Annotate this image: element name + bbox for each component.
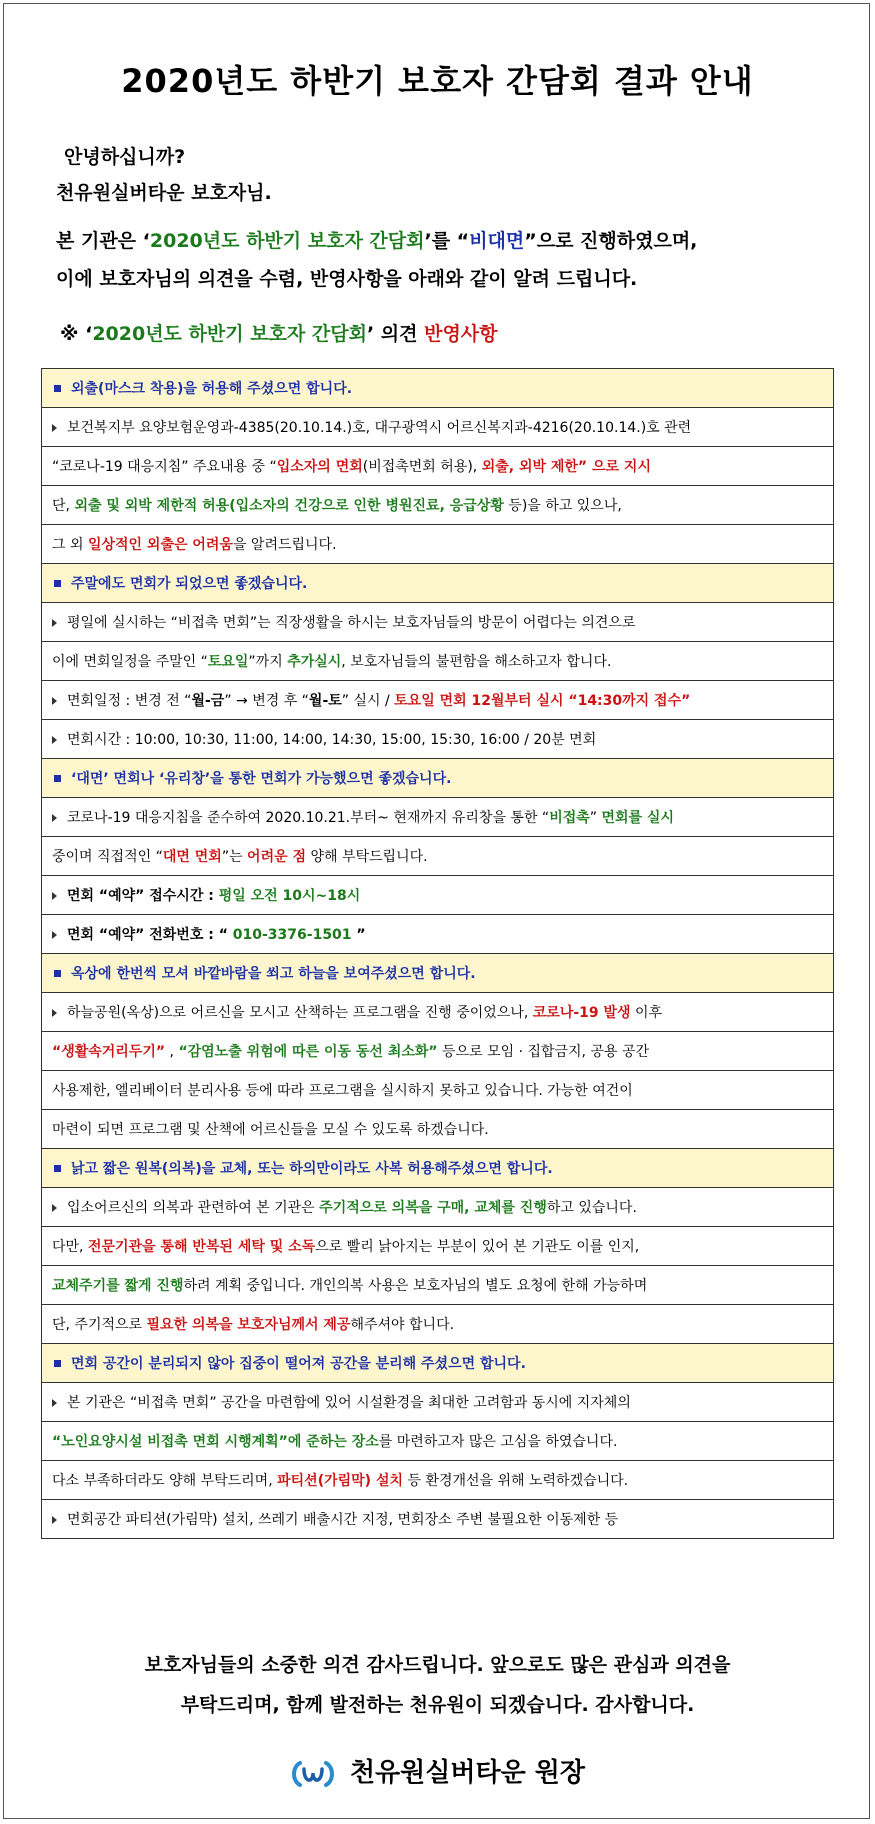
table-row [42, 1422, 834, 1461]
closing-line-2: 부탁드리며, 함께 발전하는 천유원이 되겠습니다. 감사합니다. [180, 1694, 695, 1716]
table-row [42, 993, 834, 1032]
square-bullet-icon [54, 775, 61, 782]
table-cell: 코로나-19 대응지침을 준수하여 2020.10.21.부터~ 현재까지 유리창을 통한 “비접촉” 면회를 실시 [42, 798, 834, 837]
section-header: ‘대면’ 면회나 ‘유리창’을 통한 면회가 가능했으면 좋겠습니다. [42, 759, 834, 798]
greeting-line-1: 안녕하십니까? [64, 146, 186, 168]
triangle-bullet-icon [52, 736, 57, 744]
square-bullet-icon [54, 1360, 61, 1367]
table-row [42, 954, 834, 993]
table-row [42, 486, 834, 525]
table-row [42, 1344, 834, 1383]
table-cell: 면회공간 파티션(가림막) 설치, 쓰레기 배출시간 지정, 면회장소 주변 불필요한 이동제한 등 [42, 1500, 834, 1539]
section-header: 주말에도 면회가 되었으면 좋겠습니다. [42, 564, 834, 603]
triangle-bullet-icon [52, 619, 57, 627]
square-bullet-icon [54, 970, 61, 977]
table-row [42, 1188, 834, 1227]
triangle-bullet-icon [52, 1399, 57, 1407]
table-row [42, 525, 834, 564]
table-cell: “생활속거리두기” , “감염노출 위험에 따른 이동 동선 최소화” 등으로 모임 · 집합금지, 공용 공간 [42, 1032, 834, 1071]
intro-line-2: 이에 보호자님의 의견을 수렴, 반영사항을 아래와 같이 알려 드립니다. [56, 268, 638, 290]
table-cell: 면회 “예약” 전화번호 : “ 010-3376-1501 ” [42, 915, 834, 954]
triangle-bullet-icon [52, 814, 57, 822]
table-cell: 사용제한, 엘리베이터 분리사용 등에 따라 프로그램을 실시하지 못하고 있습니다. 가능한 여건이 [42, 1071, 834, 1110]
table-cell: 다만, 전문기관을 통해 반복된 세탁 및 소독으로 빨리 낡아지는 부분이 있어 본 기관도 이를 인지, [42, 1227, 834, 1266]
signature-text: 천유원실버타운 원장 [349, 1758, 586, 1788]
section-header: 외출(마스크 착용)을 허용해 주셨으면 합니다. [42, 369, 834, 408]
table-row [42, 447, 834, 486]
table-row [42, 1149, 834, 1188]
table-cell: 면회일정 : 변경 전 “월-금” → 변경 후 “월-토” 실시 / 토요일 면회 12월부터 실시 “14:30까지 접수” [42, 681, 834, 720]
table-row [42, 759, 834, 798]
feedback-table [41, 368, 834, 1539]
table-row [42, 681, 834, 720]
section-header: 면회 공간이 분리되지 않아 집중이 떨어져 공간을 분리해 주셨으면 합니다. [42, 1344, 834, 1383]
table-cell: “코로나-19 대응지침” 주요내용 중 “입소자의 면회(비접촉면회 허용), 외출, 외박 제한” 으로 지시 [42, 447, 834, 486]
table-row [42, 720, 834, 759]
table-cell: 그 외 일상적인 외출은 어려움을 알려드립니다. [42, 525, 834, 564]
table-cell: 단, 주기적으로 필요한 의복을 보호자님께서 제공해주셔야 합니다. [42, 1305, 834, 1344]
triangle-bullet-icon [52, 697, 57, 705]
table-row [42, 1305, 834, 1344]
organization-logo-icon [290, 1759, 336, 1789]
triangle-bullet-icon [52, 931, 57, 939]
table-cell: 하늘공원(옥상)으로 어르신을 모시고 산책하는 프로그램을 진행 중이었으나, 코로나-19 발생 이후 [42, 993, 834, 1032]
table-row [42, 1110, 834, 1149]
closing-line-1: 보호자님들의 소중한 의견 감사드립니다. 앞으로도 많은 관심과 의견을 [144, 1654, 731, 1676]
square-bullet-icon [54, 385, 61, 392]
table-row [42, 915, 834, 954]
table-row [42, 837, 834, 876]
table-cell: 단, 외출 및 외박 제한적 허용(입소자의 건강으로 인한 병원진료, 응급상황 등)을 하고 있으나, [42, 486, 834, 525]
greeting-line-2: 천유원실버타운 보호자님. [56, 182, 272, 204]
table-cell: 입소어르신의 의복과 관련하여 본 기관은 주기적으로 의복을 구매, 교체를 진행하고 있습니다. [42, 1188, 834, 1227]
table-cell: 다소 부족하더라도 양해 부탁드리며, 파티션(가림막) 설치 등 환경개선을 위해 노력하겠습니다. [42, 1461, 834, 1500]
section-header: 옥상에 한번씩 모셔 바깥바람을 쐬고 하늘을 보여주셨으면 합니다. [42, 954, 834, 993]
table-cell: 본 기관은 “비접촉 면회” 공간을 마련함에 있어 시설환경을 최대한 고려함과 동시에 지자체의 [42, 1383, 834, 1422]
square-bullet-icon [54, 580, 61, 587]
table-row [42, 1461, 834, 1500]
triangle-bullet-icon [52, 892, 57, 900]
table-cell: 면회 “예약” 접수시간 : 평일 오전 10시~18시 [42, 876, 834, 915]
triangle-bullet-icon [52, 1009, 57, 1017]
table-row [42, 1071, 834, 1110]
triangle-bullet-icon [52, 1516, 57, 1524]
triangle-bullet-icon [52, 424, 57, 432]
table-row [42, 369, 834, 408]
table-row [42, 1032, 834, 1071]
table-row [42, 642, 834, 681]
table-row [42, 564, 834, 603]
table-row [42, 603, 834, 642]
table-cell: 평일에 실시하는 “비접촉 면회”는 직장생활을 하시는 보호자님들의 방문이 어렵다는 의견으로 [42, 603, 834, 642]
table-row [42, 876, 834, 915]
table-row [42, 1500, 834, 1539]
page-title: 2020년도 하반기 보호자 간담회 결과 안내 [121, 62, 754, 100]
table-cell: 보건복지부 요양보험운영과-4385(20.10.14.)호, 대구광역시 어르신복지과-4216(20.10.14.)호 관련 [42, 408, 834, 447]
table-row [42, 1227, 834, 1266]
square-bullet-icon [54, 1165, 61, 1172]
table-cell: 이에 면회일정을 주말인 “토요일”까지 추가실시, 보호자님들의 불편함을 해소하고자 합니다. [42, 642, 834, 681]
table-cell: 중이며 직접적인 “대면 면회”는 어려운 점 양해 부탁드립니다. [42, 837, 834, 876]
table-cell: “노인요양시설 비접촉 면회 시행계획”에 준하는 장소를 마련하고자 많은 고심을 하였습니다. [42, 1422, 834, 1461]
triangle-bullet-icon [52, 1204, 57, 1212]
table-cell: 교체주기를 짧게 진행하려 계획 중입니다. 개인의복 사용은 보호자님의 별도 요청에 한해 가능하며 [42, 1266, 834, 1305]
table-cell: 면회시간 : 10:00, 10:30, 11:00, 14:00, 14:30, 15:00, 15:30, 16:00 / 20분 면회 [42, 720, 834, 759]
section-header: 낡고 짧은 원복(의복)을 교체, 또는 하의만이라도 사복 허용해주셨으면 합니다. [42, 1149, 834, 1188]
table-row [42, 798, 834, 837]
table-row [42, 1383, 834, 1422]
table-row [42, 408, 834, 447]
table-row [42, 1266, 834, 1305]
signature [0, 1752, 875, 1789]
table-cell: 마련이 되면 프로그램 및 산책에 어르신들을 모실 수 있도록 하겠습니다. [42, 1110, 834, 1149]
intro-line-1: 본 기관은 ‘2020년도 하반기 보호자 간담회’를 “비대면”으로 진행하였으며, [56, 230, 698, 252]
section-subheading: ※ ‘2020년도 하반기 보호자 간담회’ 의견 반영사항 [60, 323, 498, 345]
